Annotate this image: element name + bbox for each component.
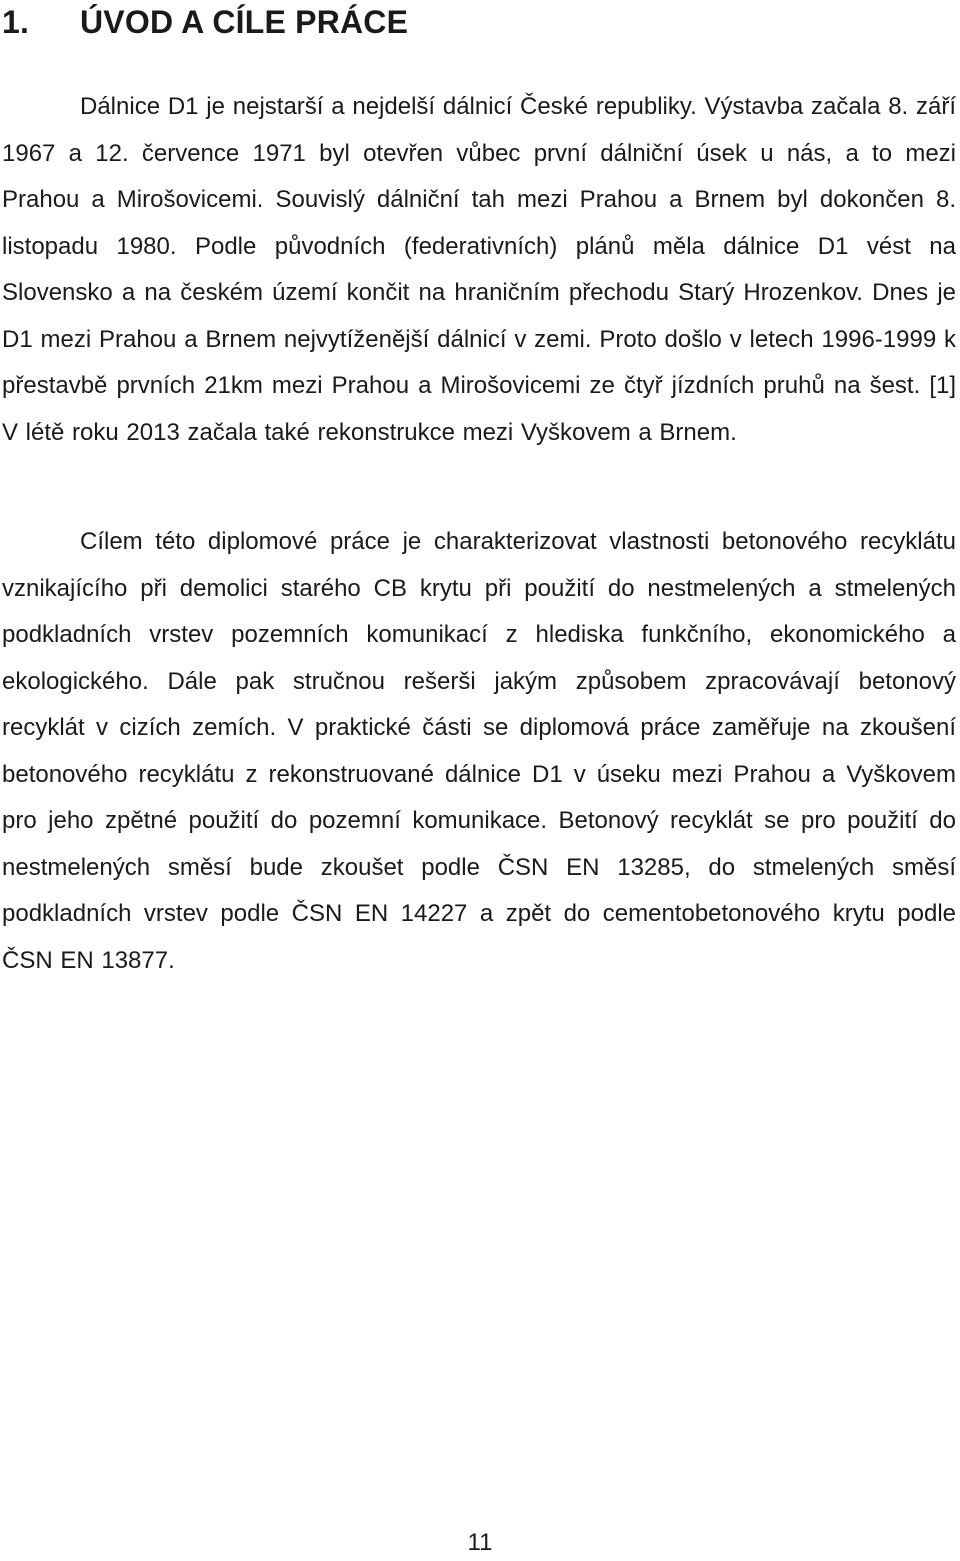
paragraph-goals: Cílem této diplomové práce je charakterizovat vlastnosti betonového recyklátu vznikajícího při demolici starého CB krytu při použití do nestmelených a stmelených podkladních vrstev pozemních komunikací z hlediska funkčního, ekonomického a ekologického. Dále pak stručnou rešerši jakým způsobem zpracovávají betonový recyklát v cizích zemích. V praktické části se diplomová práce zaměřuje na zkoušení betonového recyklátu z rekonstruované dálnice D1 v úseku mezi Prahou a Vyškovem pro jeho zpětné použití do pozemní komunikace. Betonový recyklát se pro použití do nestmelených směsí bude zkoušet podle ČSN EN 13285, do stmelených směsí podkladních vrstev podle ČSN EN 14227 a zpět do cementobetonového krytu podle ČSN EN 13877.: [2, 528, 956, 974]
chapter-number: 1.: [2, 4, 30, 40]
chapter-heading: [2, 0, 408, 46]
page-number: 11: [467, 1529, 493, 1556]
chapter-title: ÚVOD A CÍLE PRÁCE: [80, 4, 409, 40]
paragraph-intro: Dálnice D1 je nejstarší a nejdelší dálnicí České republiky. Výstavba začala 8. září 1967 a 12. července 1971 byl otevřen vůbec první dálniční úsek u nás, a to mezi Prahou a Mirošovicemi. Souvislý dálniční tah mezi Prahou a Brnem byl dokončen 8. listopadu 1980. Podle původních (federativních) plánů měla dálnice D1 vést na Slovensko a na českém území končit na hraničním přechodu Starý Hrozenkov. Dnes je D1 mezi Prahou a Brnem nejvytíženější dálnicí v zemi. Proto došlo v letech 1996-1999 k přestavbě prvních 21km mezi Prahou a Mirošovicemi ze čtyř jízdních pruhů na šest. [1] V létě roku 2013 začala také rekonstrukce mezi Vyškovem a Brnem.: [2, 93, 956, 446]
